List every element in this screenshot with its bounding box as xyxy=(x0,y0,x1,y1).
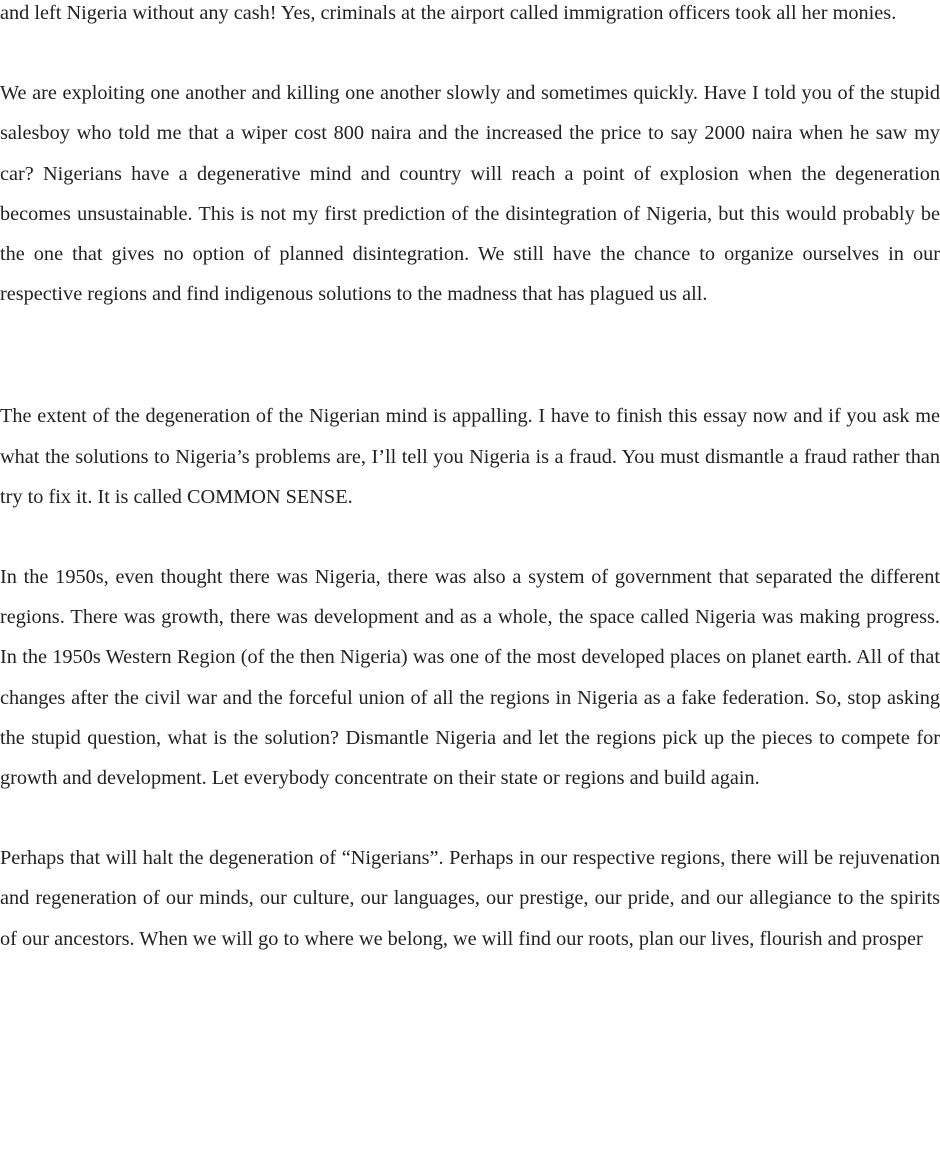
paragraph-gap xyxy=(0,33,940,73)
paragraph-5: Perhaps that will halt the degeneration of “Nigerians”. Perhaps in our respective regions, there will be rejuvenation and regeneration of our minds, our culture, our languages, our prestige, our pride, and our allegiance to the spirits of our ancestors. When we will go to where we belong, we will find our roots, plan our lives, flourish and prosper xyxy=(0,847,940,950)
paragraph-4: In the 1950s, even thought there was Nigeria, there was also a system of government that separated the different regions. There was growth, there was development and as a whole, the space called Nigeria was making progress. In the 1950s Western Region (of the then Nigeria) was one of the most developed places on planet earth. All of that changes after the civil war and the forceful union of all the regions in Nigeria as a fake federation. So, stop asking the stupid question, what is the solution? Dismantle Nigeria and let the regions pick up the pieces to compete for growth and development. Let everybody concentrate on their state or regions and build again. xyxy=(0,566,940,790)
section-gap xyxy=(0,314,940,396)
paragraph-gap xyxy=(0,517,940,557)
paragraph-1: and left Nigeria without any cash! Yes, criminals at the airport called immigration officers took all her monies. xyxy=(0,2,897,24)
paragraph-gap xyxy=(0,798,940,838)
paragraph-3: The extent of the degeneration of the Nigerian mind is appalling. I have to finish this essay now and if you ask me what the solutions to Nigeria’s problems are, I’ll tell you Nigeria is a fraud. You must dismantle a fraud rather than try to fix it. It is called COMMON SENSE. xyxy=(0,405,940,508)
paragraph-2: We are exploiting one another and killing one another slowly and sometimes quickly. Have I told you of the stupid salesboy who told me that a wiper cost 800 naira and the increased the price to say 2000 naira when he saw my car? Nigerians have a degenerative mind and country will reach a point of explosion when the degeneration becomes unsustainable. This is not my first prediction of the disintegration of Nigeria, but this would probably be the one that gives no option of planned disintegration. We still have the chance to organize ourselves in our respective regions and find indigenous solutions to the madness that has plagued us all. xyxy=(0,82,940,306)
